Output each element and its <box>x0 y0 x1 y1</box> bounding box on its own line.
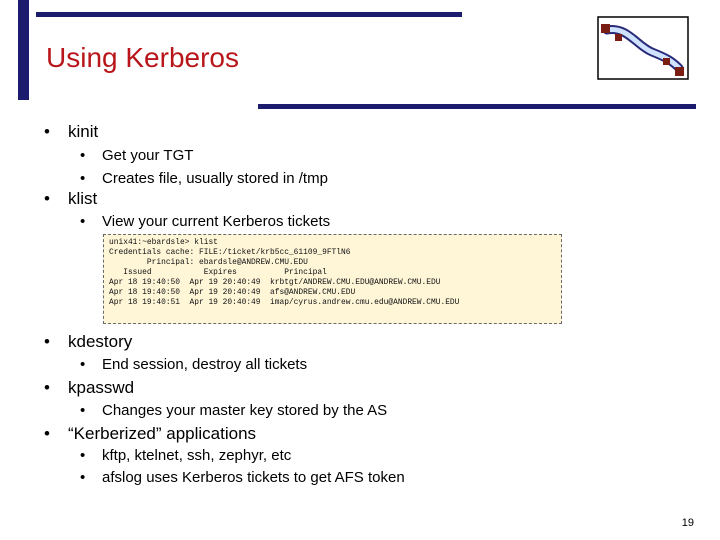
bullet-marker: • <box>44 122 50 141</box>
item-kinit: kinit <box>68 122 99 141</box>
terminal-line: Principal: ebardsle@ANDREW.CMU.EDU <box>109 258 308 267</box>
subitem: View your current Kerberos tickets <box>102 213 331 230</box>
terminal-line: Apr 18 19:40:51 Apr 19 20:40:49 imap/cyrus.andrew.cmu.edu@ANDREW.CMU.EDU <box>109 298 460 307</box>
slide-title: Using Kerberos <box>46 42 239 73</box>
bullet-marker: • <box>80 447 86 464</box>
item-kerberized-apps: “Kerberized” applications <box>68 424 257 443</box>
subitem: kftp, ktelnet, ssh, zephyr, etc <box>102 447 292 464</box>
bullet-marker: • <box>44 189 50 208</box>
left-accent-bar <box>18 0 29 100</box>
bullet-marker: • <box>44 378 50 397</box>
item-klist: klist <box>68 189 98 208</box>
item-kpasswd: kpasswd <box>68 378 135 397</box>
terminal-line: unix41:~ebardsle> klist <box>109 238 218 247</box>
bullet-marker: • <box>80 170 86 187</box>
terminal-line: Issued Expires Principal <box>109 268 327 277</box>
subitem: End session, destroy all tickets <box>102 356 308 373</box>
subitem: Get your TGT <box>102 147 194 164</box>
subitem: afslog uses Kerberos tickets to get AFS token <box>102 469 405 486</box>
bullet-marker: • <box>44 332 50 351</box>
terminal-line: Credentials cache: FILE:/ticket/krb5cc_61109_9FTlN6 <box>109 248 351 257</box>
terminal-line: Apr 18 19:40:50 Apr 19 20:40:49 krbtgt/ANDREW.CMU.EDU@ANDREW.CMU.EDU <box>109 278 441 287</box>
top-accent-bar <box>36 12 462 17</box>
network-link-icon <box>597 16 689 80</box>
bullet-marker: • <box>44 424 50 443</box>
subitem: Changes your master key stored by the AS <box>102 402 388 419</box>
terminal-output <box>103 234 562 324</box>
terminal-line: Apr 18 19:40:50 Apr 19 20:40:49 afs@ANDREW.CMU.EDU <box>109 288 356 297</box>
bullet-marker: • <box>80 402 86 419</box>
bullet-marker: • <box>80 356 86 373</box>
bullet-marker: • <box>80 147 86 164</box>
page-number: 19 <box>681 517 694 529</box>
subitem: Creates file, usually stored in /tmp <box>102 170 328 187</box>
title-underline-bar <box>258 104 696 109</box>
bullet-marker: • <box>80 469 86 486</box>
item-kdestory: kdestory <box>68 332 133 351</box>
bullet-marker: • <box>80 213 86 230</box>
